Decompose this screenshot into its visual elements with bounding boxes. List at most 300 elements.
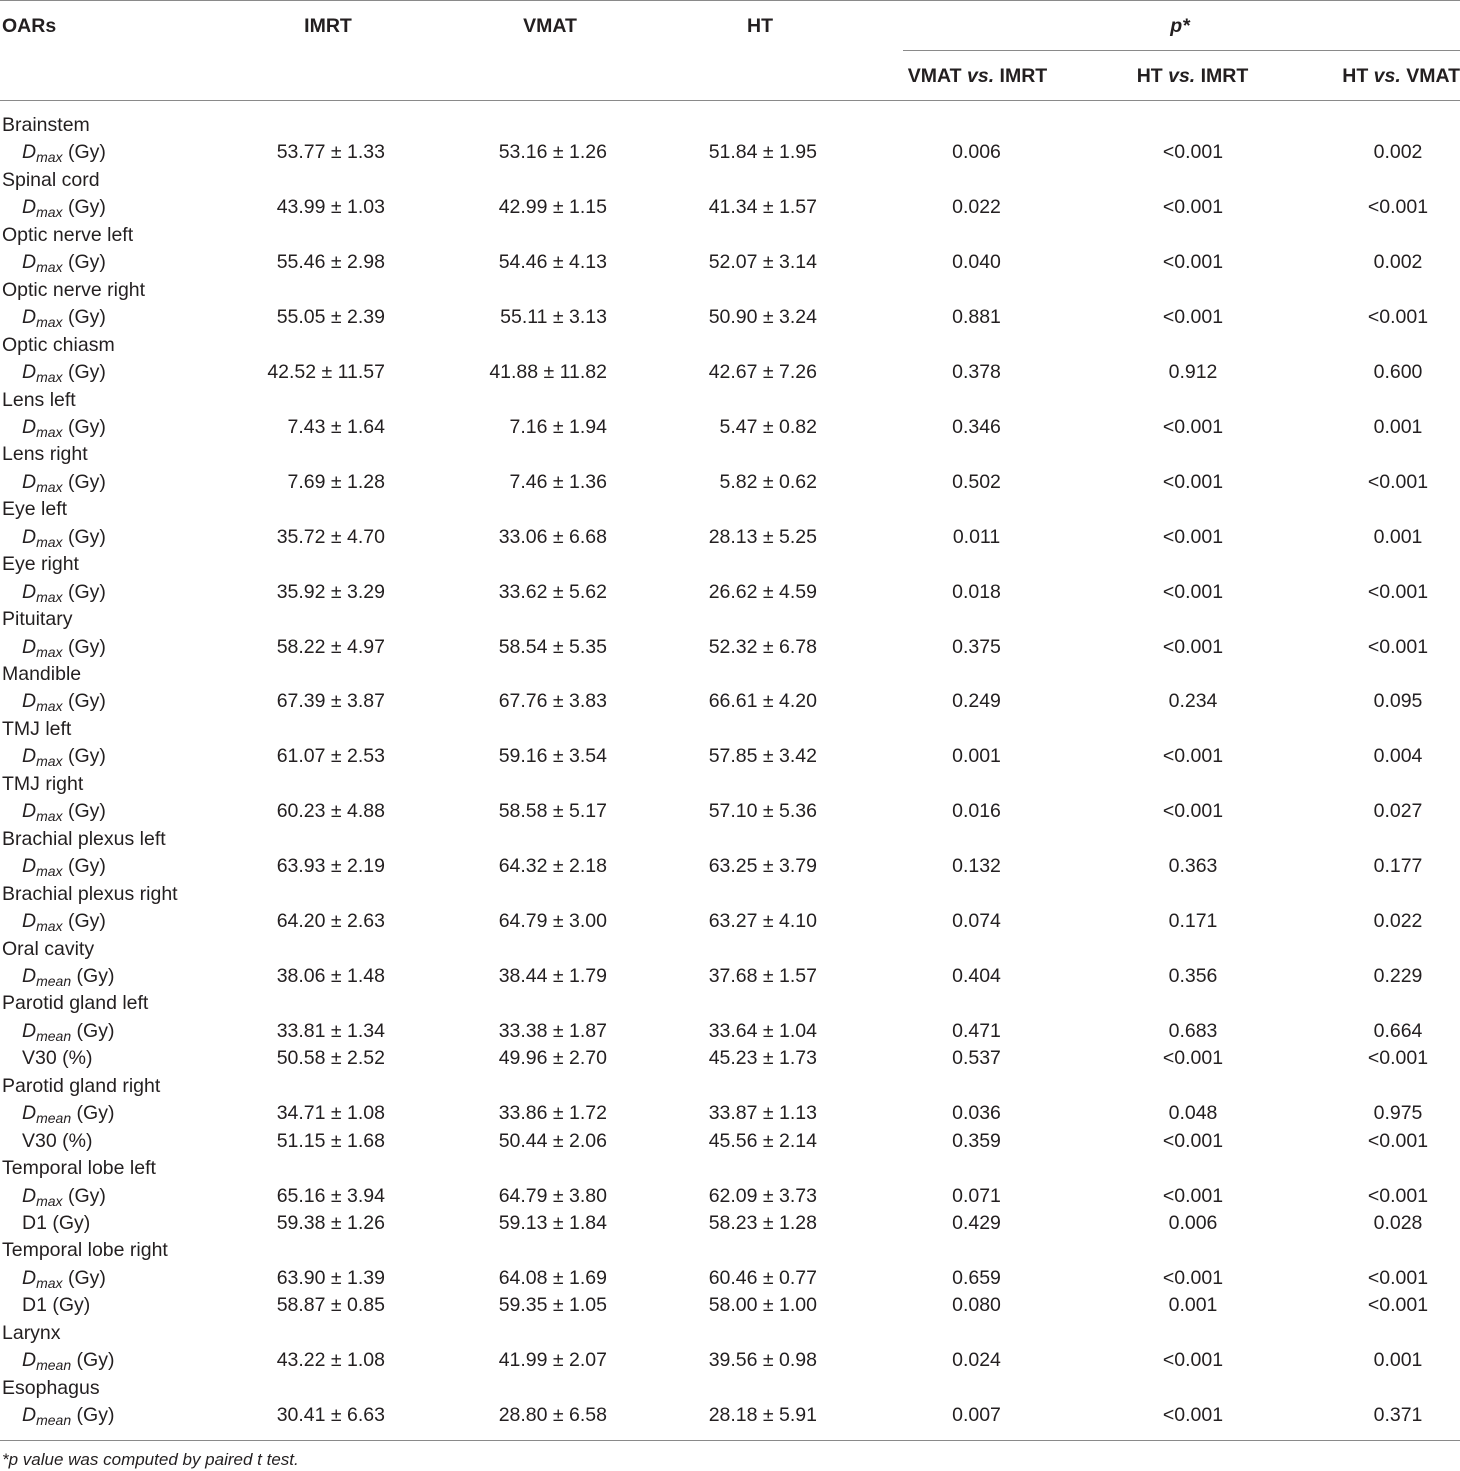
metric-row [0,743,1460,771]
metric-symbol: D [22,1349,37,1372]
organ-label: Esophagus [2,1376,100,1399]
metric-symbol: D [22,745,37,768]
metric-symbol: D [22,690,37,713]
organ-label: Brainstem [2,114,90,136]
p-ht-vs-vmat: <0.001 [1367,1294,1429,1317]
header-cmp-left: HT [1136,65,1169,87]
metric-symbol: D [22,525,37,548]
p-ht-vs-imrt: <0.001 [1162,635,1224,658]
metric-row [0,194,1460,222]
metric-row [0,908,1460,936]
p-vmat-vs-imrt: 0.429 [952,1212,1001,1234]
p-vmat-vs-imrt: 0.024 [952,1349,1001,1372]
p-ht-vs-imrt: <0.001 [1162,306,1224,329]
metric-subscript: max [36,478,63,495]
table-bottom-rule [0,1440,1460,1441]
metric-row [0,1045,1460,1073]
p-vmat-vs-imrt: 0.074 [952,910,1001,933]
p-ht-vs-vmat: 0.002 [1373,251,1423,274]
vmat-value: 28.80 ± 6.58 [498,1404,607,1427]
metric-unit: (Gy) [62,470,106,493]
p-ht-vs-imrt: 0.363 [1168,855,1218,878]
p-ht-vs-vmat: 0.664 [1373,1019,1423,1042]
p-ht-vs-vmat: <0.001 [1367,1047,1429,1070]
imrt-value: 42.52 ± 11.57 [267,361,385,384]
organ-label: Spinal cord [2,168,100,191]
imrt-value: 61.07 ± 2.53 [276,745,385,768]
p-ht-vs-imrt: 0.006 [1168,1212,1218,1234]
metric-row [0,1100,1460,1128]
header-ht: HT [747,15,773,37]
vmat-value: 33.62 ± 5.62 [498,580,607,603]
organ-row [0,606,1460,634]
imrt-value: 7.43 ± 1.64 [287,415,385,438]
vmat-value: 58.54 ± 5.35 [498,635,607,658]
metric-row [0,139,1460,167]
organ-row [0,1320,1460,1348]
metric-label [22,963,114,991]
header-cmp-right: VMAT [1400,65,1460,87]
imrt-value: 55.05 ± 2.39 [276,306,385,329]
imrt-value: 7.69 ± 1.28 [287,470,385,493]
metric-label [22,688,106,716]
imrt-value: 59.38 ± 1.26 [276,1212,385,1234]
metric-subscript: mean [36,1412,72,1429]
metric-label [22,414,106,442]
metric-label: V30 (%) [22,1129,93,1152]
organ-label: Brachial plexus right [2,882,178,905]
ht-value: 60.46 ± 0.77 [708,1266,817,1289]
metric-label [22,743,106,771]
vmat-value: 64.08 ± 1.69 [498,1266,607,1289]
p-ht-vs-vmat: 0.177 [1373,855,1423,878]
organ-row [0,881,1460,909]
header-cmp-right: IMRT [1195,65,1249,87]
p-ht-vs-imrt: 0.001 [1168,1294,1218,1317]
organ-label: Oral cavity [2,937,95,960]
metric-symbol: D [22,251,37,274]
organ-row [0,167,1460,195]
imrt-value: 43.99 ± 1.03 [276,196,385,219]
metric-subscript: max [36,808,63,825]
ht-value: 45.23 ± 1.73 [708,1047,817,1070]
metric-symbol: D [22,306,37,329]
p-ht-vs-vmat: <0.001 [1367,1129,1429,1152]
metric-row [0,1128,1460,1156]
metric-label [22,139,106,167]
header-cmp-vs: vs. [967,65,995,87]
metric-symbol: D [22,800,37,823]
p-ht-vs-vmat: <0.001 [1367,1184,1429,1207]
header-cmp-left: HT [1342,65,1374,87]
ht-value: 57.10 ± 5.36 [708,800,817,823]
p-vmat-vs-imrt: 0.378 [952,361,1001,384]
vmat-value: 59.16 ± 3.54 [498,745,607,768]
p-ht-vs-imrt: <0.001 [1162,1129,1224,1152]
p-ht-vs-imrt: <0.001 [1162,141,1224,164]
metric-symbol: D [22,1184,37,1207]
organ-label: Optic chiasm [2,333,115,356]
vmat-value: 53.16 ± 1.26 [498,141,607,164]
vmat-value: 59.35 ± 1.05 [498,1294,607,1317]
p-ht-vs-imrt: <0.001 [1162,800,1224,823]
p-vmat-vs-imrt: 0.036 [952,1102,1001,1125]
metric-row [0,1210,1460,1238]
vmat-value: 49.96 ± 2.70 [498,1047,607,1070]
imrt-value: 58.87 ± 0.85 [276,1294,385,1317]
ht-value: 58.00 ± 1.00 [708,1294,817,1317]
metric-label [22,1402,114,1430]
p-vmat-vs-imrt: 0.881 [952,306,1001,329]
metric-label [22,1347,114,1375]
metric-symbol: D [22,1266,37,1289]
metric-symbol: D [22,910,37,933]
metric-label [22,579,106,607]
metric-unit: (Gy) [71,1349,115,1372]
organ-label: Pituitary [2,608,73,631]
p-vmat-vs-imrt: 0.080 [952,1294,1001,1317]
organ-label: TMJ left [2,717,72,740]
organ-label: Optic nerve right [2,278,146,301]
organ-label: Temporal lobe left [2,1157,156,1180]
p-ht-vs-imrt: <0.001 [1162,1184,1224,1207]
metric-symbol: D [22,580,37,603]
p-vmat-vs-imrt: 0.537 [952,1047,1001,1070]
organ-row [0,826,1460,854]
metric-label: D1 (Gy) [22,1212,91,1234]
ht-value: 26.62 ± 4.59 [708,580,817,603]
metric-unit: (Gy) [62,690,106,713]
metric-subscript: max [36,588,63,605]
p-ht-vs-vmat: 0.371 [1373,1404,1423,1427]
metric-label: D1 (Gy) [22,1294,91,1317]
ht-value: 41.34 ± 1.57 [708,196,817,219]
organ-label: Mandible [2,663,82,685]
p-ht-vs-vmat: <0.001 [1367,1266,1429,1289]
ht-value: 63.27 ± 4.10 [708,910,817,933]
imrt-value: 38.06 ± 1.48 [276,964,385,987]
imrt-value: 33.81 ± 1.34 [276,1019,385,1042]
metric-label [22,194,106,222]
p-ht-vs-vmat: <0.001 [1367,196,1429,219]
p-vmat-vs-imrt: 0.011 [952,525,1001,548]
organ-row [0,1155,1460,1183]
metric-unit: (Gy) [71,1019,115,1042]
vmat-value: 41.99 ± 2.07 [498,1349,607,1372]
header-cmp-right: IMRT [994,65,1048,87]
metric-subscript: max [36,314,63,331]
metric-unit: (Gy) [71,964,115,987]
p-ht-vs-imrt: <0.001 [1162,580,1224,603]
metric-symbol: D [22,415,37,438]
metric-symbol: D [22,964,37,987]
metric-subscript: max [36,423,63,440]
organ-row [0,441,1460,469]
organ-label: Brachial plexus left [2,827,166,850]
ht-value: 63.25 ± 3.79 [708,855,817,878]
metric-unit: (Gy) [62,855,106,878]
metric-unit: (Gy) [62,306,106,329]
organ-row [0,990,1460,1018]
p-ht-vs-imrt: <0.001 [1162,525,1224,548]
metric-unit: (Gy) [62,251,106,274]
organ-row [0,1237,1460,1265]
metric-row [0,414,1460,442]
metric-row [0,359,1460,387]
metric-subscript: max [36,259,63,276]
header-vmat: VMAT [523,15,577,37]
imrt-value: 43.22 ± 1.08 [276,1349,385,1372]
imrt-value: 53.77 ± 1.33 [276,141,385,164]
p-ht-vs-imrt: <0.001 [1162,1349,1224,1372]
vmat-value: 55.11 ± 3.13 [500,306,607,329]
organ-label: TMJ right [2,772,84,795]
organ-label: Temporal lobe right [2,1239,168,1262]
metric-row [0,1265,1460,1293]
metric-unit: (Gy) [62,580,106,603]
p-ht-vs-imrt: <0.001 [1162,251,1224,274]
ht-value: 45.56 ± 2.14 [708,1129,817,1152]
metric-label [22,249,106,277]
vmat-value: 7.46 ± 1.36 [509,470,607,493]
metric-row [0,853,1460,881]
metric-row [0,249,1460,277]
metric-subscript: max [36,753,63,770]
imrt-value: 35.72 ± 4.70 [276,525,385,548]
header-oars: OARs [2,15,57,37]
p-vmat-vs-imrt: 0.375 [952,635,1001,658]
metric-symbol: D [22,855,37,878]
p-ht-vs-imrt: <0.001 [1162,470,1224,493]
p-vmat-vs-imrt: 0.007 [952,1404,1001,1427]
p-ht-vs-vmat: 0.028 [1373,1212,1423,1234]
vmat-value: 67.76 ± 3.83 [498,690,607,713]
vmat-value: 58.58 ± 5.17 [498,800,607,823]
metric-subscript: max [36,918,63,935]
p-ht-vs-imrt: 0.912 [1168,361,1218,384]
p-ht-vs-imrt: 0.171 [1168,910,1218,933]
metric-label [22,853,106,881]
vmat-value: 33.38 ± 1.87 [498,1019,607,1042]
metric-subscript: max [36,863,63,880]
p-vmat-vs-imrt: 0.006 [952,141,1001,164]
p-ht-vs-imrt: <0.001 [1162,745,1224,768]
metric-row [0,1347,1460,1375]
metric-subscript: mean [36,1027,72,1044]
metric-subscript: mean [36,972,72,989]
vmat-value: 59.13 ± 1.84 [498,1212,607,1234]
p-vmat-vs-imrt: 0.471 [952,1019,1001,1042]
organ-label: Optic nerve left [2,223,134,246]
p-ht-vs-vmat: 0.004 [1373,745,1423,768]
ht-value: 52.07 ± 3.14 [708,251,817,274]
p-ht-vs-imrt: <0.001 [1162,1266,1224,1289]
metric-subscript: max [36,643,63,660]
metric-row [0,524,1460,552]
p-ht-vs-imrt: 0.683 [1168,1019,1218,1042]
imrt-value: 63.90 ± 1.39 [276,1266,385,1289]
header-ht-vs-vmat [1300,64,1460,88]
imrt-value: 67.39 ± 3.87 [276,690,385,713]
imrt-value: 63.93 ± 2.19 [276,855,385,878]
organ-label: Lens right [2,443,88,466]
p-ht-vs-vmat: <0.001 [1367,580,1429,603]
ht-value: 58.23 ± 1.28 [708,1212,817,1234]
metric-unit: (Gy) [62,635,106,658]
metric-unit: (Gy) [62,525,106,548]
organ-label: Eye right [2,553,79,576]
metric-row [0,634,1460,662]
metric-symbol: D [22,1102,37,1125]
p-vmat-vs-imrt: 0.016 [952,800,1001,823]
header-ht-vs-imrt [1100,64,1285,88]
organ-row [0,222,1460,250]
imrt-value: 58.22 ± 4.97 [276,635,385,658]
header-imrt: IMRT [304,15,352,37]
metric-symbol: D [22,196,37,219]
organ-row [0,387,1460,415]
organ-row [0,936,1460,964]
ht-value: 50.90 ± 3.24 [708,306,817,329]
metric-row [0,688,1460,716]
metric-unit: (Gy) [62,1266,106,1289]
organ-label: Eye left [2,498,68,521]
imrt-value: 55.46 ± 2.98 [276,251,385,274]
organ-row [0,112,1460,140]
p-vmat-vs-imrt: 0.040 [952,251,1001,274]
header-bottom-rule [0,100,1460,101]
imrt-value: 30.41 ± 6.63 [276,1404,385,1427]
organ-row [0,771,1460,799]
metric-row [0,469,1460,497]
metric-subscript: mean [36,1110,72,1127]
imrt-value: 51.15 ± 1.68 [276,1129,385,1152]
organ-label: Lens left [2,388,76,411]
metric-symbol: D [22,141,37,164]
p-vmat-vs-imrt: 0.018 [952,580,1001,603]
metric-label [22,1265,106,1293]
p-ht-vs-vmat: 0.095 [1373,690,1423,713]
ht-value: 42.67 ± 7.26 [708,361,817,384]
metric-subscript: max [36,1192,63,1209]
organ-row [0,716,1460,744]
metric-subscript: max [36,1274,63,1291]
p-ht-vs-vmat: <0.001 [1367,635,1429,658]
metric-subscript: max [36,698,63,715]
p-vmat-vs-imrt: 0.071 [952,1184,1001,1207]
p-ht-vs-imrt: 0.048 [1168,1102,1218,1125]
metric-subscript: max [36,204,63,221]
metric-unit: (Gy) [62,910,106,933]
ht-value: 28.18 ± 5.91 [708,1404,817,1427]
footnote: *p value was computed by paired t test. [2,1450,299,1469]
p-group-rule [903,50,1460,51]
organ-label: Larynx [2,1321,61,1344]
p-ht-vs-vmat: 0.975 [1373,1102,1423,1125]
organ-row [0,277,1460,305]
p-ht-vs-vmat: 0.001 [1373,525,1423,548]
p-vmat-vs-imrt: 0.359 [952,1129,1001,1152]
imrt-value: 60.23 ± 4.88 [276,800,385,823]
p-ht-vs-imrt: <0.001 [1162,196,1224,219]
ht-value: 39.56 ± 0.98 [708,1349,817,1372]
metric-label [22,469,106,497]
ht-value: 66.61 ± 4.20 [708,690,817,713]
ht-value: 37.68 ± 1.57 [708,964,817,987]
ht-value: 62.09 ± 3.73 [708,1184,817,1207]
ht-value: 33.87 ± 1.13 [708,1102,817,1125]
metric-label [22,1018,114,1046]
metric-row [0,579,1460,607]
metric-unit: (Gy) [71,1404,115,1427]
metric-unit: (Gy) [62,800,106,823]
p-ht-vs-vmat: <0.001 [1367,306,1429,329]
p-ht-vs-imrt: 0.356 [1168,964,1218,987]
metric-label [22,304,106,332]
metric-label [22,359,106,387]
ht-value: 51.84 ± 1.95 [708,141,817,164]
p-ht-vs-vmat: 0.229 [1373,964,1423,987]
metric-unit: (Gy) [62,141,106,164]
metric-subscript: max [36,369,63,386]
p-ht-vs-vmat: 0.001 [1373,1349,1423,1372]
imrt-value: 65.16 ± 3.94 [276,1184,385,1207]
metric-row [0,1292,1460,1320]
vmat-value: 41.88 ± 11.82 [489,361,607,384]
metric-unit: (Gy) [62,196,106,219]
metric-row [0,304,1460,332]
p-ht-vs-vmat: 0.027 [1373,800,1423,823]
p-vmat-vs-imrt: 0.022 [952,196,1001,219]
ht-value: 5.47 ± 0.82 [719,415,817,438]
ht-value: 28.13 ± 5.25 [708,525,817,548]
metric-label [22,634,106,662]
p-vmat-vs-imrt: 0.249 [952,690,1001,713]
vmat-value: 54.46 ± 4.13 [498,251,607,274]
ht-value: 5.82 ± 0.62 [719,470,817,493]
metric-unit: (Gy) [62,745,106,768]
organ-label: Parotid gland left [2,992,149,1015]
metric-label: V30 (%) [22,1047,93,1070]
metric-label [22,798,106,826]
metric-symbol: D [22,635,37,658]
metric-row [0,1183,1460,1211]
metric-symbol: D [22,1404,37,1427]
p-vmat-vs-imrt: 0.404 [952,964,1001,987]
p-ht-vs-vmat: 0.022 [1373,910,1423,933]
metric-label [22,524,106,552]
metric-subscript: max [36,533,63,550]
vmat-value: 7.16 ± 1.94 [509,415,607,438]
p-ht-vs-vmat: <0.001 [1367,470,1429,493]
organ-row [0,661,1460,689]
p-ht-vs-imrt: 0.234 [1168,690,1218,713]
organ-row [0,551,1460,579]
organ-row [0,1073,1460,1101]
imrt-value: 50.58 ± 2.52 [276,1047,385,1070]
p-vmat-vs-imrt: 0.132 [952,855,1001,878]
p-ht-vs-vmat: 0.002 [1373,141,1423,164]
metric-label [22,1100,114,1128]
vmat-value: 38.44 ± 1.79 [498,964,607,987]
p-ht-vs-vmat: 0.001 [1373,415,1423,438]
p-vmat-vs-imrt: 0.659 [952,1266,1001,1289]
organ-row [0,496,1460,524]
ht-value: 33.64 ± 1.04 [708,1019,817,1042]
metric-label [22,1183,106,1211]
metric-symbol: D [22,470,37,493]
p-vmat-vs-imrt: 0.001 [952,745,1001,768]
